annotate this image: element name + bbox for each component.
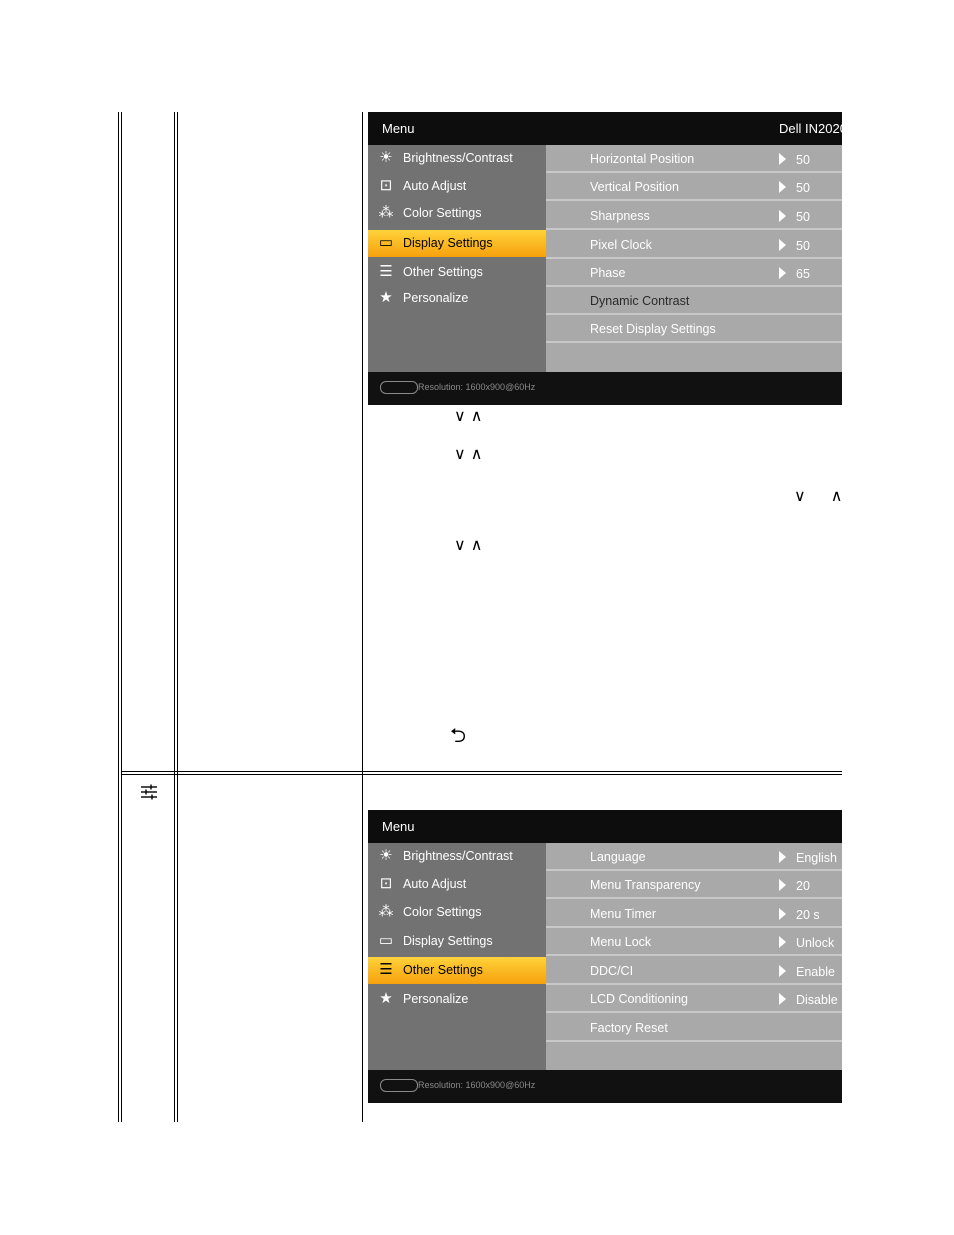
submenu-menu-transparency[interactable]: Menu Transparency 20 <box>546 871 842 899</box>
arrow-right-icon <box>779 965 786 977</box>
submenu-lcd-conditioning[interactable]: LCD Conditioning Disable <box>546 985 842 1013</box>
osd-resolution: Resolution: 1600x900@60Hz <box>418 382 536 392</box>
menu-item-personalize[interactable]: ★ Personalize <box>368 986 546 1013</box>
table-row-divider-bottom <box>121 774 842 775</box>
menu-item-auto-adjust[interactable]: ⊡ Auto Adjust <box>368 871 546 898</box>
table-row-divider-top <box>121 771 842 772</box>
osd-resolution: Resolution: 1600x900@60Hz <box>418 1080 536 1090</box>
display-settings-icon: ▭ <box>378 932 394 949</box>
osd-title-bar <box>368 112 847 145</box>
menu-item-other-settings[interactable]: ☰ Other Settings <box>368 259 546 286</box>
menu-item-other-settings[interactable]: ☰ Other Settings <box>368 957 546 984</box>
submenu-horizontal-position[interactable]: Horizontal Position 50 <box>546 145 842 173</box>
table-border-left-outer <box>118 112 119 1122</box>
arrow-right-icon <box>779 908 786 920</box>
menu-item-personalize[interactable]: ★ Personalize <box>368 285 546 312</box>
color-settings-icon: ⁂ <box>378 204 394 221</box>
brightness-icon: ☀ <box>379 847 393 864</box>
osd-main-menu <box>368 843 546 1070</box>
osd-footer <box>368 1070 842 1103</box>
vga-logo-icon <box>380 1079 418 1092</box>
table-border-left-inner <box>121 112 122 1122</box>
auto-adjust-icon: ⊡ <box>379 875 393 892</box>
menu-item-display-settings[interactable]: ▭ Display Settings <box>368 928 546 955</box>
osd-other-settings <box>368 810 842 1103</box>
arrow-right-icon <box>779 267 786 279</box>
osd-title-bar <box>368 810 842 843</box>
submenu-language[interactable]: Language English <box>546 843 842 871</box>
arrow-right-icon <box>779 153 786 165</box>
color-settings-icon: ⁂ <box>378 903 394 920</box>
osd-main-menu <box>368 145 546 372</box>
osd-model-name: Dell IN2020 <box>779 121 847 136</box>
table-border-col2-outer <box>174 112 175 1122</box>
submenu-factory-reset[interactable]: Factory Reset <box>546 1014 842 1042</box>
osd-title: Menu <box>382 819 415 834</box>
submenu-dynamic-contrast[interactable]: Dynamic Contrast <box>546 287 842 315</box>
osd-submenu <box>546 145 842 372</box>
arrow-right-icon <box>779 210 786 222</box>
submenu-ddc-ci[interactable]: DDC/CI Enable <box>546 957 842 985</box>
other-settings-icon: ☰ <box>379 961 393 978</box>
brightness-icon: ☀ <box>379 149 393 166</box>
menu-item-brightness-contrast[interactable]: ☀ Brightness/Contrast <box>368 843 546 870</box>
submenu-vertical-position[interactable]: Vertical Position 50 <box>546 173 842 201</box>
vga-logo-icon <box>380 381 418 394</box>
table-border-col3 <box>362 112 363 1122</box>
table-border-col2-inner <box>177 112 178 1122</box>
down-up-buttons-icon: ∨ ∧ <box>454 444 483 463</box>
other-settings-icon: ☰ <box>379 263 393 280</box>
menu-item-color-settings[interactable]: ⁂ Color Settings <box>368 200 546 227</box>
arrow-right-icon <box>779 879 786 891</box>
star-icon: ★ <box>379 289 393 306</box>
auto-adjust-icon: ⊡ <box>379 177 393 194</box>
osd-title: Menu <box>382 121 415 136</box>
menu-item-auto-adjust[interactable]: ⊡ Auto Adjust <box>368 173 546 200</box>
down-up-buttons-icon: ∨ ∧ <box>454 406 483 425</box>
menu-item-brightness-contrast[interactable]: ☀ Brightness/Contrast <box>368 145 546 172</box>
submenu-pixel-clock[interactable]: Pixel Clock 50 <box>546 231 842 259</box>
arrow-right-icon <box>779 181 786 193</box>
arrow-right-icon <box>779 851 786 863</box>
arrow-right-icon <box>779 239 786 251</box>
menu-item-color-settings[interactable]: ⁂ Color Settings <box>368 899 546 926</box>
back-icon: ⮌ <box>450 723 467 747</box>
display-settings-icon: ▭ <box>378 234 394 251</box>
arrow-right-icon <box>779 993 786 1005</box>
submenu-menu-lock[interactable]: Menu Lock Unlock <box>546 928 842 956</box>
osd-submenu <box>546 843 842 1070</box>
submenu-phase[interactable]: Phase 65 <box>546 259 842 287</box>
arrow-right-icon <box>779 936 786 948</box>
down-up-buttons-icon: ∨ ∧ <box>794 486 853 505</box>
osd-footer <box>368 372 842 405</box>
submenu-menu-timer[interactable]: Menu Timer 20 s <box>546 900 842 928</box>
osd-display-settings <box>368 112 847 405</box>
other-settings-icon <box>140 784 158 800</box>
submenu-reset-display-settings[interactable]: Reset Display Settings <box>546 315 842 343</box>
submenu-sharpness[interactable]: Sharpness 50 <box>546 202 842 230</box>
star-icon: ★ <box>379 990 393 1007</box>
down-up-buttons-icon: ∨ ∧ <box>454 535 483 554</box>
menu-item-display-settings[interactable]: ▭ Display Settings <box>368 230 546 257</box>
